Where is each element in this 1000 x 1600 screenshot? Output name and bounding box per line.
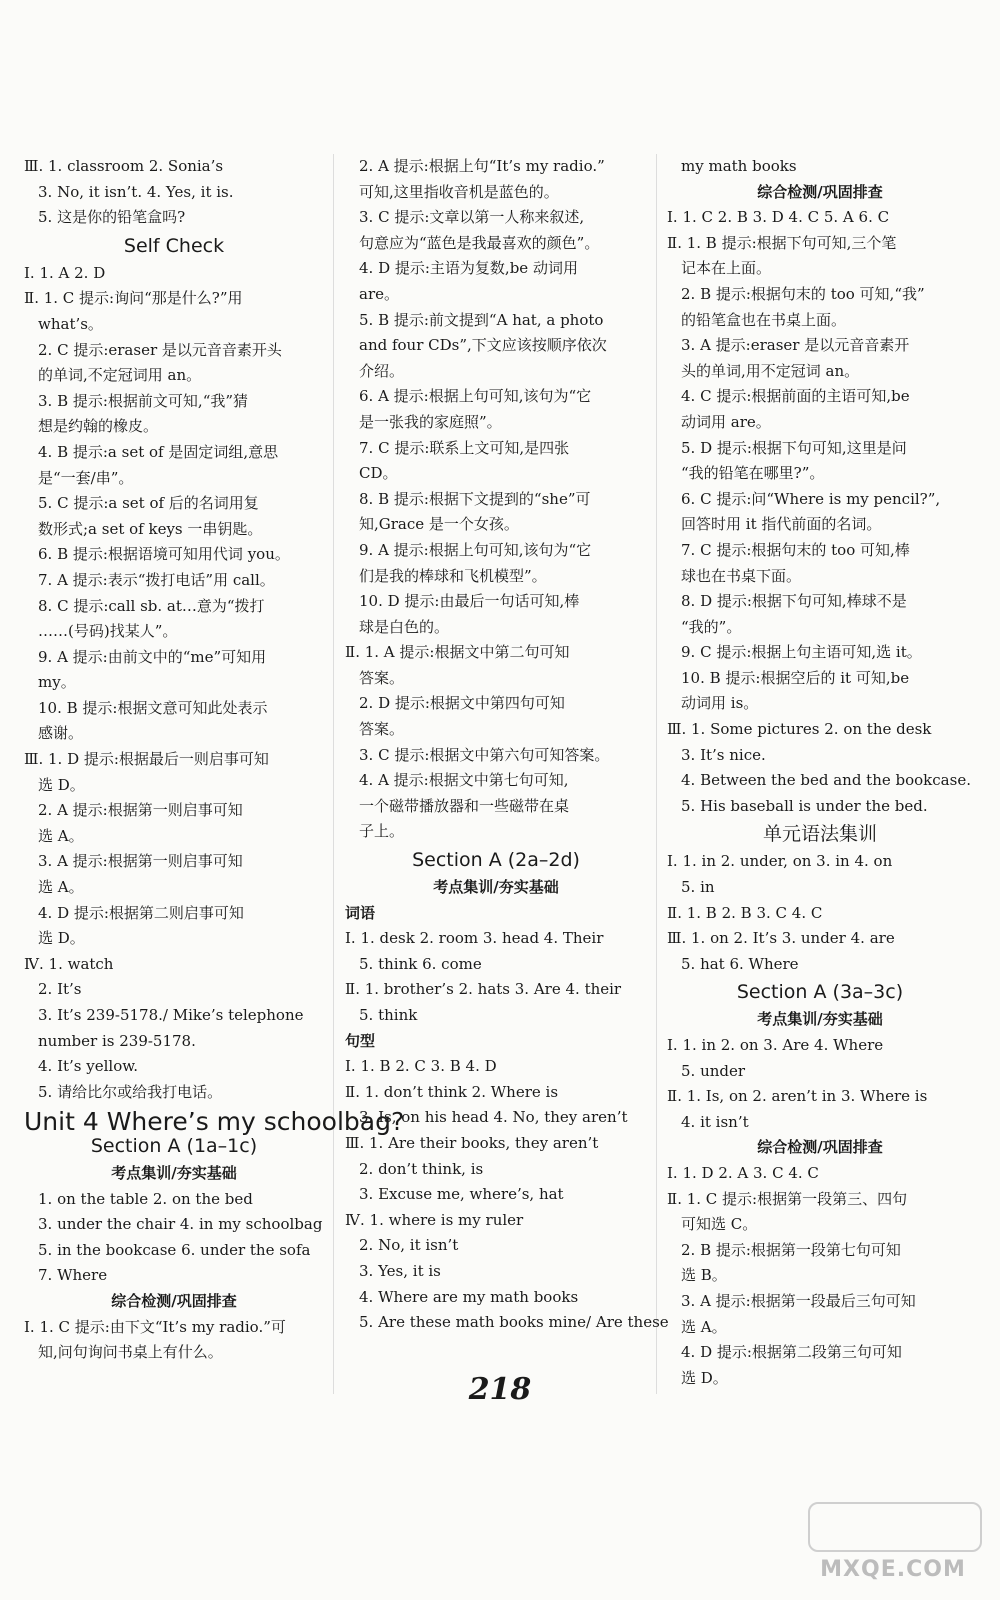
answer-line: 3. A 提示:根据第一则启事可知 bbox=[38, 852, 243, 871]
answer-line: 一个磁带播放器和一些磁带在桌 bbox=[359, 796, 570, 815]
answer-line: 1. on the table 2. on the bed bbox=[38, 1189, 253, 1208]
answer-line: 3. C 提示:文章以第一人称来叙述, bbox=[359, 208, 585, 227]
answer-line: Ⅲ. 1. Some pictures 2. on the desk bbox=[667, 720, 932, 739]
answer-line: Ⅰ. 1. B 2. C 3. B 4. D bbox=[345, 1057, 497, 1076]
answer-line: 的单词,不定冠词用 an。 bbox=[38, 366, 202, 385]
answer-line: 10. B 提示:根据空后的 it 可知,be bbox=[681, 668, 910, 687]
answer-line: 介绍。 bbox=[359, 361, 405, 380]
answer-line: 4. Between the bed and the bookcase. bbox=[681, 771, 971, 790]
answer-line: 5. D 提示:根据下句可知,这里是问 bbox=[681, 438, 907, 457]
answer-line: 2. A 提示:根据第一则启事可知 bbox=[38, 801, 243, 820]
answer-line: Ⅳ. 1. where is my ruler bbox=[345, 1210, 524, 1229]
section-heading: 综合检测/巩固排查 bbox=[757, 1138, 883, 1157]
answer-line: 选 A。 bbox=[681, 1317, 727, 1336]
answer-line: 2. D 提示:根据文中第四句可知 bbox=[359, 694, 565, 713]
answer-line: 想是约翰的橡皮。 bbox=[38, 417, 159, 436]
section-heading: Section A (1a–1c) bbox=[90, 1134, 258, 1157]
answer-line: 2. B 提示:根据句末的 too 可知,“我” bbox=[681, 284, 925, 303]
watermark-logo-icon bbox=[808, 1502, 982, 1552]
column-divider bbox=[333, 154, 334, 1394]
answer-line: 4. Where are my math books bbox=[359, 1287, 579, 1306]
answer-line: 3. B 提示:根据前文可知,“我”猜 bbox=[38, 391, 249, 410]
answer-line: 3. C 提示:根据文中第六句可知答案。 bbox=[359, 745, 610, 764]
answer-line: 10. B 提示:根据文意可知此处表示 bbox=[38, 698, 268, 717]
answer-line: 2. It’s bbox=[38, 980, 82, 999]
answer-line: 是“一套/串”。 bbox=[38, 468, 134, 487]
section-heading: 综合检测/巩固排查 bbox=[757, 182, 883, 201]
answer-line: 感谢。 bbox=[38, 724, 84, 743]
answer-line: 7. Where bbox=[38, 1266, 108, 1285]
answer-line: 5. C 提示:a set of 后的名词用复 bbox=[38, 494, 259, 513]
answer-line: 8. D 提示:根据下句可知,棒球不是 bbox=[681, 592, 907, 611]
answer-line: 选 D。 bbox=[38, 775, 85, 794]
section-heading: 词语 bbox=[345, 903, 376, 922]
answer-line: 动词用 is。 bbox=[681, 694, 759, 713]
answer-line: 4. A 提示:根据文中第七句可知, bbox=[359, 771, 569, 790]
answer-line: 4. D 提示:根据第二则启事可知 bbox=[38, 903, 244, 922]
answer-line: Ⅱ. 1. B 提示:根据下句可知,三个笔 bbox=[667, 233, 897, 252]
answer-line: 回答时用 it 指代前面的名词。 bbox=[681, 515, 882, 534]
answer-line: what’s。 bbox=[38, 314, 103, 333]
answer-line: Ⅱ. 1. don’t think 2. Where is bbox=[345, 1082, 559, 1101]
answer-column-3 bbox=[667, 154, 973, 1391]
answer-line: 球是白色的。 bbox=[359, 617, 450, 636]
answer-line: 5. think 6. come bbox=[359, 954, 482, 973]
answer-line: my math books bbox=[681, 157, 797, 175]
answer-line: Ⅱ. 1. brother’s 2. hats 3. Are 4. their bbox=[345, 980, 622, 999]
answer-line: Ⅰ. 1. C 2. B 3. D 4. C 5. A 6. C bbox=[667, 208, 890, 227]
answer-line: 5. 请给比尔或给我打电话。 bbox=[38, 1082, 223, 1101]
answer-line: Ⅰ. 1. C 提示:由下文“It’s my radio.”可 bbox=[24, 1317, 286, 1336]
page-number: 218 bbox=[468, 1372, 532, 1407]
answer-line: Ⅱ. 1. Is, on 2. aren’t in 3. Where is bbox=[667, 1087, 928, 1106]
column-divider bbox=[656, 154, 657, 1394]
answer-line: 7. A 提示:表示“拨打电话”用 call。 bbox=[38, 570, 275, 589]
section-heading: 综合检测/巩固排查 bbox=[111, 1291, 237, 1310]
answer-line: Ⅰ. 1. desk 2. room 3. head 4. Their bbox=[345, 929, 604, 948]
answer-line: CD。 bbox=[359, 464, 398, 483]
answer-line: 可知选 C。 bbox=[681, 1215, 758, 1234]
unit-title: Unit 4 Where’s my schoolbag? bbox=[24, 1107, 405, 1137]
section-heading: Self Check bbox=[123, 234, 225, 257]
site-watermark bbox=[808, 1502, 978, 1582]
answer-line: 2. don’t think, is bbox=[359, 1159, 484, 1178]
answer-line: 3. It’s 239-5178./ Mike’s telephone bbox=[38, 1006, 304, 1024]
answer-line: 3. Yes, it is bbox=[359, 1261, 441, 1280]
answer-line: 的铅笔盒也在书桌上面。 bbox=[681, 310, 847, 329]
answer-line: 2. A 提示:根据上句“It’s my radio.” bbox=[359, 157, 605, 175]
answer-line: 7. C 提示:根据句末的 too 可知,棒 bbox=[681, 540, 910, 559]
answer-line: 8. C 提示:call sb. at…意为“拨打 bbox=[38, 596, 265, 615]
answer-line: 9. A 提示:根据上句可知,该句为“它 bbox=[359, 540, 592, 559]
answer-line: 6. C 提示:问“Where is my pencil?”, bbox=[681, 489, 941, 508]
section-heading: 考点集训/夯实基础 bbox=[757, 1010, 883, 1029]
answer-line: 动词用 are。 bbox=[681, 412, 771, 431]
answer-line: 4. It’s yellow. bbox=[38, 1057, 139, 1076]
answer-line: 5. 这是你的铅笔盒吗? bbox=[38, 208, 186, 227]
answer-line: 5. B 提示:前文提到“A hat, a photo bbox=[359, 310, 604, 329]
answer-line: 们是我的棒球和飞机模型”。 bbox=[359, 566, 547, 585]
section-heading: Section A (3a–3c) bbox=[736, 981, 904, 1004]
answer-line: Ⅰ. 1. A 2. D bbox=[24, 263, 106, 282]
answer-line: 4. it isn’t bbox=[681, 1112, 749, 1131]
answer-line: “我的”。 bbox=[681, 617, 742, 636]
answer-line: Ⅰ. 1. in 2. on 3. Are 4. Where bbox=[667, 1036, 884, 1054]
answer-line: 8. B 提示:根据下文提到的“she”可 bbox=[359, 489, 591, 508]
answer-line: 数形式;a set of keys 一串钥匙。 bbox=[38, 519, 263, 538]
answer-line: 知,问句询问书桌上有什么。 bbox=[38, 1343, 223, 1362]
answer-line: 球也在书桌下面。 bbox=[681, 566, 802, 585]
answer-line: 4. D 提示:主语为复数,be 动词用 bbox=[359, 259, 578, 278]
answer-line: Ⅱ. 1. B 2. B 3. C 4. C bbox=[667, 903, 823, 922]
answer-line: 2. B 提示:根据第一段第七句可知 bbox=[681, 1240, 901, 1259]
answer-line: 5. in bbox=[681, 878, 715, 897]
answer-line: Ⅰ. 1. in 2. under, on 3. in 4. on bbox=[667, 852, 893, 871]
answer-line: Ⅱ. 1. A 提示:根据文中第二句可知 bbox=[345, 643, 570, 662]
answer-line: Ⅰ. 1. D 2. A 3. C 4. C bbox=[667, 1163, 819, 1182]
answer-line: Ⅲ. 1. D 提示:根据最后一则启事可知 bbox=[24, 750, 269, 769]
watermark-text: MXQE.COM bbox=[820, 1557, 966, 1582]
section-heading: 句型 bbox=[345, 1031, 376, 1050]
answer-line: 子上。 bbox=[359, 822, 405, 841]
answer-line: and four CDs”,下文应该按顺序依次 bbox=[359, 336, 607, 355]
answer-line: 10. D 提示:由最后一句话可知,棒 bbox=[359, 592, 580, 611]
answer-line: 4. D 提示:根据第二段第三句可知 bbox=[681, 1343, 902, 1362]
answer-line: 句意应为“蓝色是我最喜欢的颜色”。 bbox=[359, 233, 600, 252]
answer-line: 5. in the bookcase 6. under the sofa bbox=[38, 1240, 311, 1259]
answer-line: 3. Excuse me, where’s, hat bbox=[359, 1185, 564, 1204]
answer-line: my。 bbox=[38, 673, 76, 692]
answer-line: 4. C 提示:根据前面的主语可知,be bbox=[681, 387, 910, 406]
answer-line: ……(号码)找某人”。 bbox=[38, 622, 178, 641]
answer-line: Ⅲ. 1. classroom 2. Sonia’s bbox=[24, 157, 224, 175]
answer-line: Ⅱ. 1. C 提示:询问“那是什么?”用 bbox=[24, 289, 243, 308]
answer-line: 3. It’s nice. bbox=[681, 745, 766, 764]
answer-line: 9. C 提示:根据上句主语可知,选 it。 bbox=[681, 643, 922, 662]
answer-line: Ⅲ. 1. on 2. It’s 3. under 4. are bbox=[667, 929, 895, 948]
answer-line: 6. B 提示:根据语境可知用代词 you。 bbox=[38, 545, 290, 564]
answer-line: 选 A。 bbox=[38, 878, 84, 897]
answer-line: 5. Are these math books mine/ Are these bbox=[359, 1313, 669, 1332]
answer-line: 7. C 提示:联系上文可知,是四张 bbox=[359, 438, 570, 457]
section-heading: 单元语法集训 bbox=[762, 823, 877, 846]
answer-line: 5. hat 6. Where bbox=[681, 954, 799, 973]
answer-line: Ⅱ. 1. C 提示:根据第一段第三、四句 bbox=[667, 1189, 908, 1208]
answer-line: 3. No, it isn’t. 4. Yes, it is. bbox=[38, 182, 234, 201]
answer-line: 选 D。 bbox=[681, 1368, 728, 1387]
answer-column-2 bbox=[345, 154, 669, 1336]
answer-line: 3. Is, on his head 4. No, they aren’t bbox=[359, 1108, 628, 1127]
answer-line: 5. His baseball is under the bed. bbox=[681, 796, 928, 815]
answer-line: 选 B。 bbox=[681, 1266, 727, 1285]
answer-line: 3. A 提示:eraser 是以元音音素开 bbox=[681, 336, 910, 355]
answer-line: 答案。 bbox=[359, 720, 405, 739]
section-heading: Section A (2a–2d) bbox=[412, 849, 580, 872]
answer-line: Ⅳ. 1. watch bbox=[24, 954, 114, 973]
answer-line: 4. B 提示:a set of 是固定词组,意思 bbox=[38, 442, 279, 461]
answer-line: 知,Grace 是一个女孩。 bbox=[359, 515, 519, 534]
answer-line: are。 bbox=[359, 284, 399, 303]
answer-line: 选 A。 bbox=[38, 826, 84, 845]
answer-line: 5. under bbox=[681, 1061, 746, 1080]
answer-line: 9. A 提示:由前文中的“me”可知用 bbox=[38, 647, 267, 666]
answer-line: 5. think bbox=[359, 1006, 418, 1024]
answer-line: 答案。 bbox=[359, 668, 405, 687]
answer-line: 头的单词,用不定冠词 an。 bbox=[681, 361, 860, 380]
answer-line: 可知,这里指收音机是蓝色的。 bbox=[359, 182, 559, 201]
answer-line: 6. A 提示:根据上句可知,该句为“它 bbox=[359, 387, 592, 406]
answer-line: 是一张我的家庭照”。 bbox=[359, 412, 502, 431]
answer-line: 3. A 提示:根据第一段最后三句可知 bbox=[681, 1291, 916, 1310]
answer-line: “我的铅笔在哪里?”。 bbox=[681, 464, 825, 483]
answer-line: Ⅲ. 1. Are their books, they aren’t bbox=[345, 1133, 599, 1152]
section-heading: 考点集训/夯实基础 bbox=[433, 878, 559, 897]
answer-line: 3. under the chair 4. in my schoolbag bbox=[38, 1215, 323, 1234]
answer-line: number is 239-5178. bbox=[38, 1031, 196, 1050]
answer-line: 选 D。 bbox=[38, 929, 85, 948]
section-heading: 考点集训/夯实基础 bbox=[111, 1163, 237, 1182]
answer-line: 2. No, it isn’t bbox=[359, 1236, 459, 1255]
answer-line: 记本在上面。 bbox=[681, 259, 772, 278]
answer-line: 2. C 提示:eraser 是以元音音素开头 bbox=[38, 340, 282, 359]
